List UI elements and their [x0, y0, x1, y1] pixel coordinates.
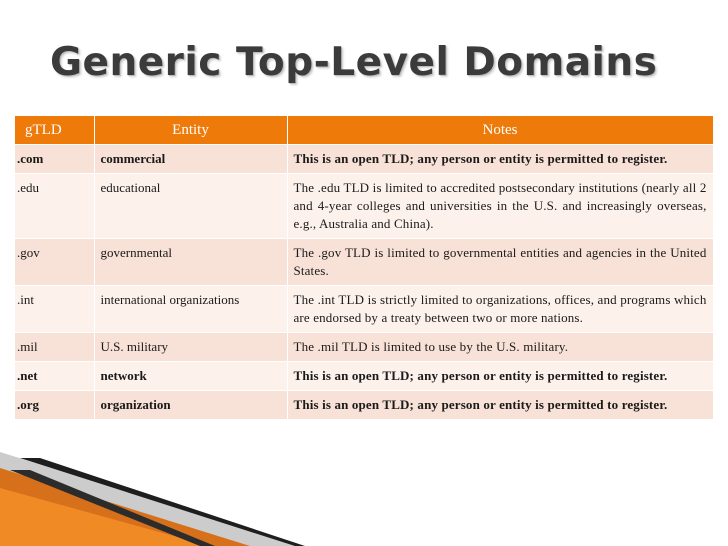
gtld-table	[15, 116, 714, 419]
table-row	[15, 391, 713, 420]
table-row	[15, 362, 713, 391]
cell-entity: U.S. military	[94, 333, 287, 362]
header-notes: Notes	[287, 116, 713, 145]
cell-tld: .int	[15, 286, 94, 333]
cell-entity: international organizations	[94, 286, 287, 333]
cell-entity: organization	[94, 391, 287, 420]
cell-notes: This is an open TLD; any person or entity is permitted to register.	[287, 145, 713, 174]
header-entity: Entity	[94, 116, 287, 145]
cell-notes: The .int TLD is strictly limited to organizations, offices, and programs which are endorsed by a treaty between two or more nations.	[287, 286, 713, 333]
table-header-row	[15, 116, 713, 145]
cell-tld: .net	[15, 362, 94, 391]
table-row	[15, 145, 713, 174]
cell-entity: commercial	[94, 145, 287, 174]
slide-title: Generic Top-Level Domains	[50, 40, 658, 85]
table-row	[15, 333, 713, 362]
cell-entity: governmental	[94, 239, 287, 286]
cell-tld: .org	[15, 391, 94, 420]
header-gtld: gTLD	[15, 116, 94, 145]
cell-tld: .edu	[15, 174, 94, 239]
decorative-swoosh	[0, 440, 728, 546]
cell-tld: .com	[15, 145, 94, 174]
cell-tld: .gov	[15, 239, 94, 286]
table-row	[15, 286, 713, 333]
cell-notes: This is an open TLD; any person or entity is permitted to register.	[287, 391, 713, 420]
cell-notes: This is an open TLD; any person or entity is permitted to register.	[287, 362, 713, 391]
cell-notes: The .gov TLD is limited to governmental entities and agencies in the United States.	[287, 239, 713, 286]
cell-notes: The .mil TLD is limited to use by the U.S. military.	[287, 333, 713, 362]
table-row	[15, 174, 713, 239]
cell-notes: The .edu TLD is limited to accredited postsecondary institutions (nearly all 2 and 4-year colleges and universities in the U.S. and increasingly overseas, e.g., Australia and China).	[287, 174, 713, 239]
cell-tld: .mil	[15, 333, 94, 362]
cell-entity: educational	[94, 174, 287, 239]
cell-entity: network	[94, 362, 287, 391]
table-row	[15, 239, 713, 286]
